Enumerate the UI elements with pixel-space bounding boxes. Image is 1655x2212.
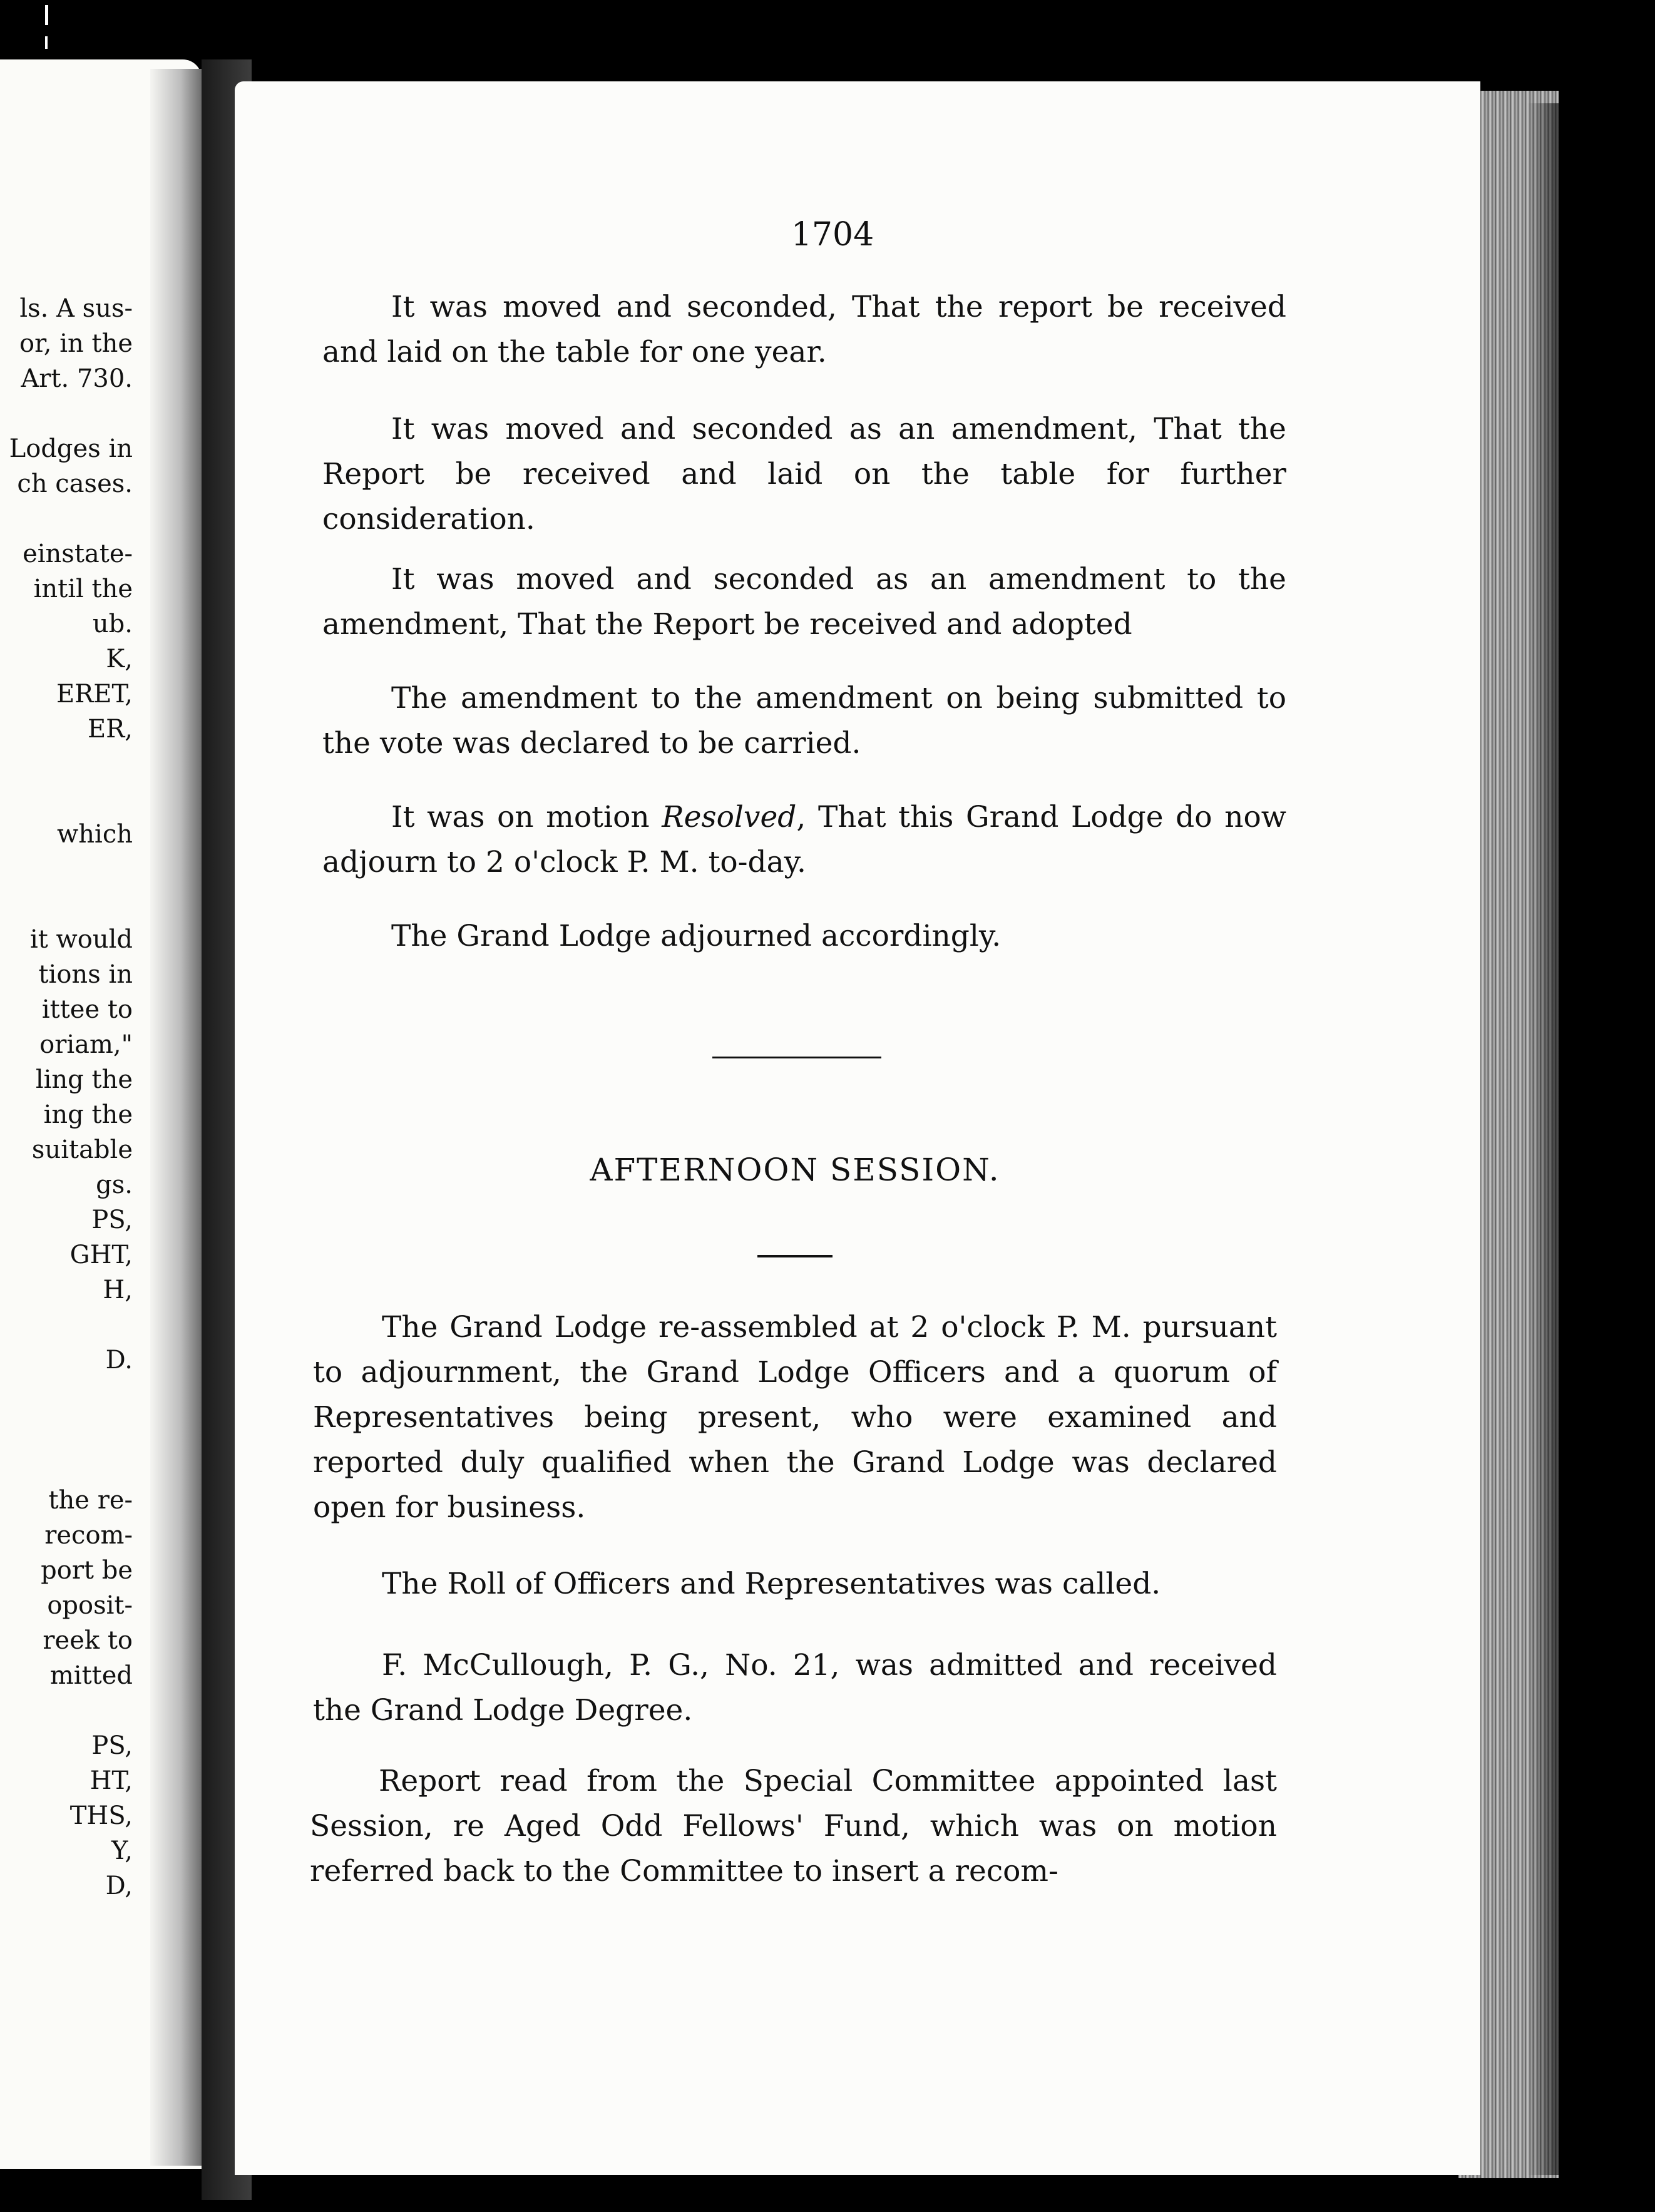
previous-page-line: or, in the: [19, 329, 133, 358]
scan-mark: [45, 36, 48, 49]
previous-page-line: D,: [105, 1871, 133, 1900]
previous-page-line: ittee to: [41, 995, 133, 1024]
section-divider: [712, 1057, 881, 1058]
paragraph-first-amendment: It was moved and seconded as an amendment, That the Report be received and laid on the table for further consideration.: [322, 412, 1286, 536]
paragraph-adjourned: The Grand Lodge adjourned accordingly.: [391, 919, 1002, 953]
previous-page-line: it would: [29, 925, 133, 954]
previous-page-line: intil the: [33, 575, 133, 603]
previous-page-line: ch cases.: [17, 469, 133, 498]
page-edges-shadow: [1527, 103, 1577, 2175]
previous-page-line: oposit-: [47, 1591, 133, 1620]
paragraph-admission: F. McCullough, P. G., No. 21, was admitted and received the Grand Lodge Degree.: [313, 1648, 1277, 1728]
paragraph-amendment-carried: The amendment to the amendment on being submitted to the vote was declared to be carried.: [322, 681, 1286, 760]
previous-page-line: PS,: [91, 1206, 133, 1234]
paragraph-amendment-to-amendment: It was moved and seconded as an amendment to the amendment, That the Report be received and adopted: [322, 562, 1286, 642]
previous-page-line: port be: [41, 1556, 133, 1585]
paragraph-report-tabled: It was moved and seconded, That the report be received and laid on the table for one year.: [322, 290, 1286, 369]
previous-page-line: ls. A sus-: [19, 294, 133, 323]
previous-page-line: Art. 730.: [21, 364, 133, 393]
previous-page-line: D.: [105, 1346, 133, 1375]
previous-page-line: oriam,": [39, 1030, 133, 1059]
previous-page-line: PS,: [91, 1731, 133, 1760]
previous-page-line: Y,: [111, 1836, 133, 1865]
afternoon-session-heading: AFTERNOON SESSION.: [590, 1152, 1000, 1188]
paragraph-reassembled: The Grand Lodge re-assembled at 2 o'clock P. M. pursuant to adjournment, the Grand Lodge Officers and a quorum of Representatives being present, who were examined and reported duly qualified when the Grand Lodge was declared open for business.: [313, 1310, 1277, 1525]
previous-page-line: gs.: [96, 1170, 133, 1199]
previous-page-line: mitted: [49, 1661, 133, 1690]
heading-rule: [757, 1255, 833, 1257]
previous-page-line: ing the: [43, 1100, 133, 1129]
previous-page-line: Lodges in: [9, 434, 133, 463]
resolved-italic: Resolved: [662, 800, 797, 834]
scan-mark: [45, 5, 48, 25]
previous-page-line: ub.: [92, 610, 133, 638]
previous-page-line: tions in: [38, 960, 133, 989]
previous-page-line: ling the: [35, 1065, 133, 1094]
previous-page-line: recom-: [44, 1521, 133, 1550]
previous-page-line: HT,: [90, 1766, 133, 1795]
previous-page-line: einstate-: [23, 540, 133, 568]
paragraph-adjournment-motion: It was on motion Resolved, That this Grand Lodge do now adjourn to 2 o'clock P. M. to-day.: [322, 800, 1286, 879]
previous-page-line: ERET,: [56, 680, 133, 709]
previous-page-line: reek to: [43, 1626, 133, 1655]
page-number: 1704: [791, 216, 874, 253]
previous-page-line: H,: [103, 1276, 133, 1304]
previous-page-line: suitable: [31, 1135, 133, 1164]
previous-page-line: the re-: [48, 1486, 133, 1515]
paragraph-special-committee-report: Report read from the Special Committee appointed last Session, re Aged Odd Fellows' Fund, which was on motion referred back to the Committee to insert a recom-: [310, 1764, 1277, 1888]
previous-page-line: THS,: [69, 1801, 133, 1830]
paragraph-roll-called: The Roll of Officers and Representatives was called.: [382, 1567, 1161, 1601]
previous-page-line: GHT,: [69, 1241, 133, 1269]
previous-page-line: ER,: [87, 715, 133, 744]
previous-page-line: K,: [106, 645, 133, 673]
previous-page-line: which: [57, 820, 133, 849]
